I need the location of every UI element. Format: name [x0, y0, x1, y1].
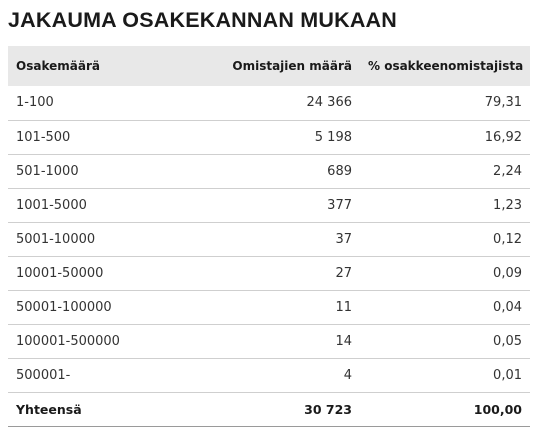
table-row — [8, 188, 530, 222]
cell-share-range: 10001-50000 — [16, 265, 104, 281]
cell-owner-percent: 0,09 — [493, 265, 522, 281]
table-total-row — [8, 392, 530, 426]
cell-owner-count: 5 198 — [314, 129, 352, 145]
cell-owner-count: 377 — [327, 197, 352, 213]
total-owner-percent: 100,00 — [473, 401, 522, 417]
cell-owner-count: 37 — [335, 231, 352, 247]
cell-owner-count: 4 — [343, 367, 352, 383]
cell-owner-percent: 0,05 — [493, 333, 522, 349]
table-row — [8, 154, 530, 188]
table-row — [8, 222, 530, 256]
table-row — [8, 86, 530, 120]
cell-owner-count: 11 — [335, 299, 352, 315]
table-row — [8, 358, 530, 392]
table-row — [8, 324, 530, 358]
column-header-share-count: Osakemäärä — [16, 59, 100, 73]
cell-owner-count: 24 366 — [306, 95, 352, 111]
distribution-table — [8, 46, 530, 427]
table-row — [8, 120, 530, 154]
cell-owner-count: 14 — [335, 333, 352, 349]
table-row — [8, 256, 530, 290]
cell-owner-percent: 2,24 — [493, 163, 522, 179]
page-title: JAKAUMA OSAKEKANNAN MUKAAN — [8, 8, 398, 32]
table-header-row — [8, 46, 530, 86]
cell-owner-percent: 0,04 — [493, 299, 522, 315]
total-owner-count: 30 723 — [304, 401, 352, 417]
cell-owner-count: 689 — [327, 163, 352, 179]
cell-share-range: 101-500 — [16, 129, 71, 145]
cell-share-range: 1001-5000 — [16, 197, 87, 213]
cell-share-range: 500001- — [16, 367, 71, 383]
cell-owner-count: 27 — [335, 265, 352, 281]
cell-share-range: 501-1000 — [16, 163, 79, 179]
total-label: Yhteensä — [16, 401, 82, 417]
cell-owner-percent: 79,31 — [484, 95, 522, 111]
column-header-owner-count: Omistajien määrä — [232, 59, 352, 73]
cell-share-range: 50001-100000 — [16, 299, 112, 315]
cell-owner-percent: 1,23 — [493, 197, 522, 213]
cell-share-range: 5001-10000 — [16, 231, 96, 247]
column-header-owner-percent: % osakkeenomistajista — [368, 59, 524, 73]
cell-share-range: 1-100 — [16, 95, 54, 111]
cell-owner-percent: 0,12 — [493, 231, 522, 247]
table-row — [8, 290, 530, 324]
cell-owner-percent: 0,01 — [493, 367, 522, 383]
cell-share-range: 100001-500000 — [16, 333, 120, 349]
cell-owner-percent: 16,92 — [484, 129, 522, 145]
